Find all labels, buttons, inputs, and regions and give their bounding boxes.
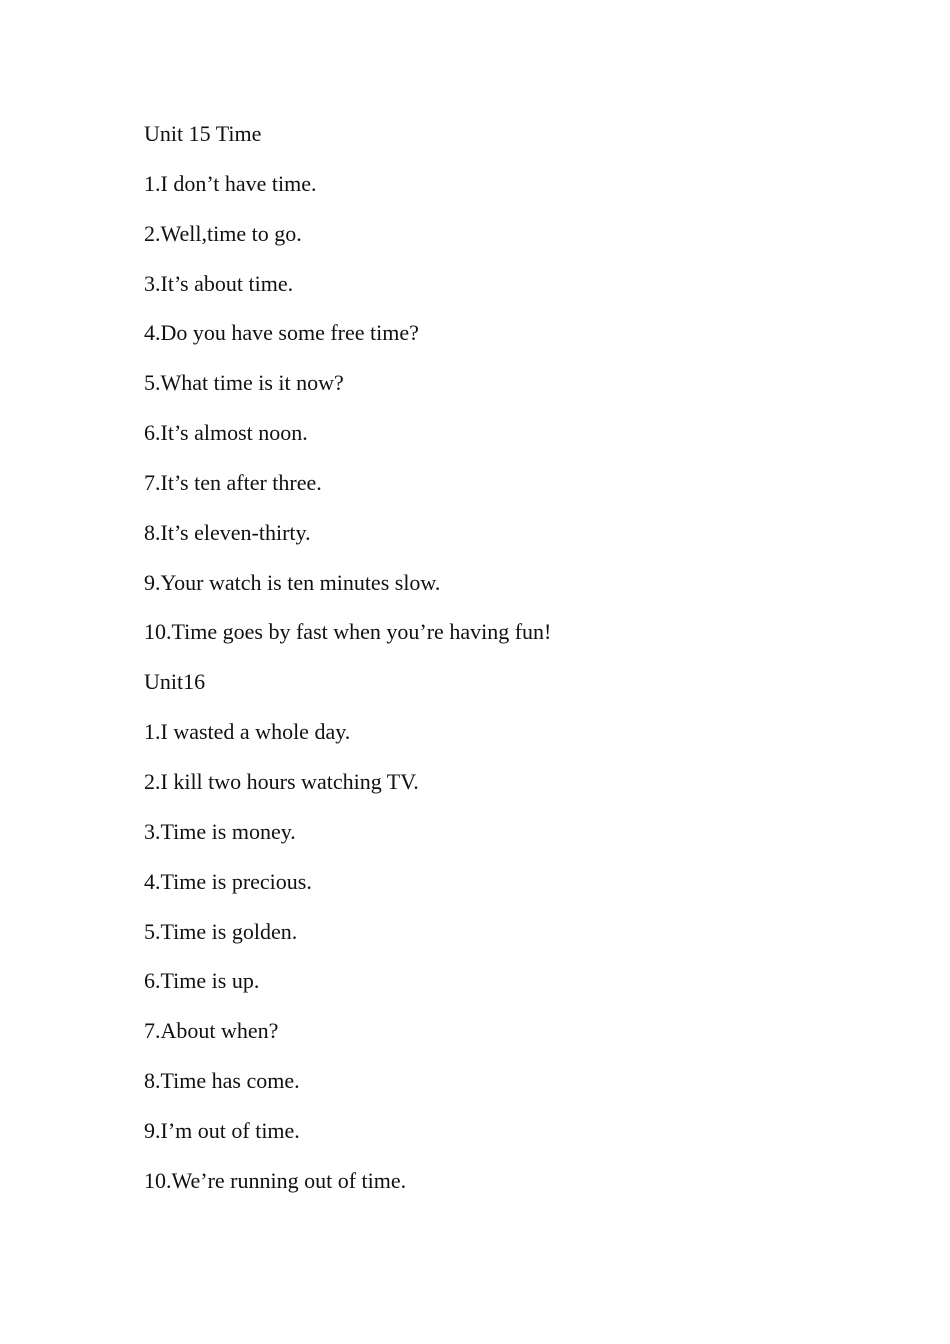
sentence-line: 1.I don’t have time. — [144, 170, 317, 196]
sentence-line: 10.Time goes by fast when you’re having fun! — [144, 619, 552, 645]
unit-heading: Unit16 — [144, 669, 206, 695]
sentence-line: 6.It’s almost noon. — [144, 420, 308, 446]
sentence-line: 7.About when? — [144, 1018, 279, 1044]
sentence-line: 6.Time is up. — [144, 968, 260, 994]
sentence-line: 4.Time is precious. — [144, 868, 312, 894]
sentence-line: 4.Do you have some free time? — [144, 320, 419, 346]
sentence-line: 8.Time has come. — [144, 1068, 300, 1094]
sentence-line: 9.Your watch is ten minutes slow. — [144, 569, 441, 595]
sentence-line: 5.What time is it now? — [144, 370, 344, 396]
sentence-line: 7.It’s ten after three. — [144, 469, 322, 495]
sentence-line: 1.I wasted a whole day. — [144, 719, 351, 745]
unit-heading: Unit 15 Time — [144, 121, 262, 146]
sentence-line: 5.Time is golden. — [144, 918, 298, 944]
sentence-line: 3.It’s about time. — [144, 270, 294, 296]
document-page — [144, 119, 904, 1216]
sentence-line: 8.It’s eleven-thirty. — [144, 519, 311, 545]
sentence-line: 10.We’re running out of time. — [144, 1167, 407, 1193]
sentence-line: 9.I’m out of time. — [144, 1117, 300, 1143]
sentence-line: 3.Time is money. — [144, 818, 296, 844]
sentence-line: 2.Well,time to go. — [144, 220, 302, 246]
sentence-line: 2.I kill two hours watching TV. — [144, 768, 419, 794]
